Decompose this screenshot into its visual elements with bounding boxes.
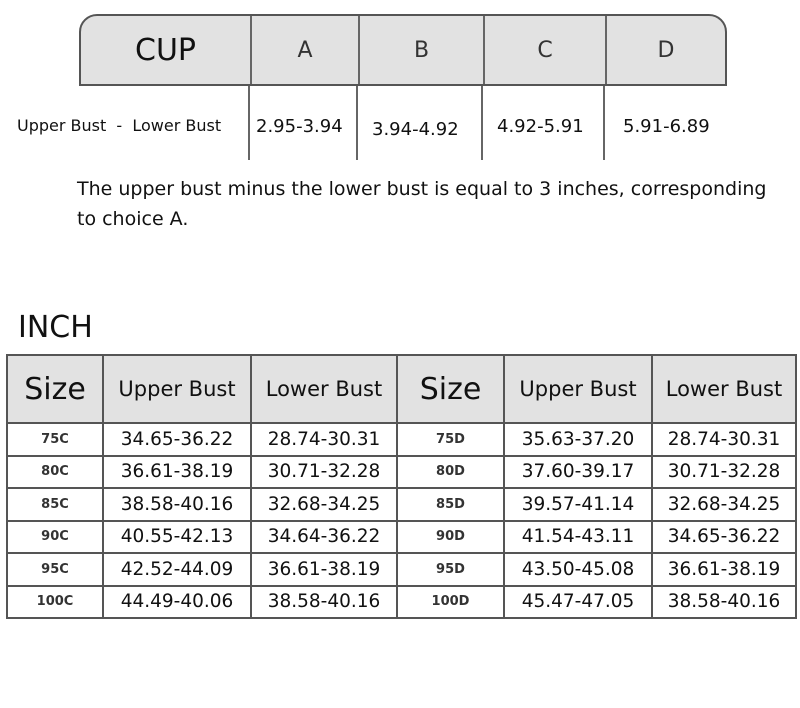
header-upper-bust: Upper Bust [103, 355, 251, 423]
size-cell: 80C [7, 456, 103, 489]
lower-bust-cell: 36.61-38.19 [251, 553, 397, 586]
upper-bust-cell: 38.58-40.16 [103, 488, 251, 521]
upper-bust-cell: 37.60-39.17 [504, 456, 652, 489]
size-cell: 75D [397, 423, 504, 456]
size-cell: 85C [7, 488, 103, 521]
header-lower-bust: Lower Bust [251, 355, 397, 423]
cup-divider [603, 86, 605, 160]
cup-value-d: 5.91-6.89 [623, 116, 710, 137]
cup-value-b: 3.94-4.92 [372, 119, 459, 140]
lower-bust-cell: 32.68-34.25 [652, 488, 796, 521]
table-row [7, 553, 796, 586]
size-cell: 90D [397, 521, 504, 554]
lower-bust-cell: 34.64-36.22 [251, 521, 397, 554]
size-cell: 95C [7, 553, 103, 586]
upper-bust-cell: 42.52-44.09 [103, 553, 251, 586]
upper-bust-cell: 34.65-36.22 [103, 423, 251, 456]
lower-bust-cell: 36.61-38.19 [652, 553, 796, 586]
lower-bust-cell: 28.74-30.31 [251, 423, 397, 456]
upper-bust-cell: 36.61-38.19 [103, 456, 251, 489]
cup-table-header [79, 14, 727, 86]
cup-value-c: 4.92-5.91 [497, 116, 584, 137]
lower-bust-cell: 34.65-36.22 [652, 521, 796, 554]
size-cell: 95D [397, 553, 504, 586]
upper-bust-cell: 39.57-41.14 [504, 488, 652, 521]
cup-header-a: A [250, 16, 358, 84]
table-row [7, 488, 796, 521]
lower-bust-cell: 30.71-32.28 [251, 456, 397, 489]
cup-header-b: B [358, 16, 483, 84]
table-row [7, 521, 796, 554]
upper-bust-cell: 41.54-43.11 [504, 521, 652, 554]
header-size: Size [7, 355, 103, 423]
lower-bust-cell: 38.58-40.16 [652, 586, 796, 619]
size-cell: 100C [7, 586, 103, 619]
size-table [6, 354, 797, 619]
size-cell: 85D [397, 488, 504, 521]
size-cell: 100D [397, 586, 504, 619]
upper-bust-cell: 43.50-45.08 [504, 553, 652, 586]
size-cell: 90C [7, 521, 103, 554]
cup-row-label: Upper Bust - Lower Bust [17, 116, 222, 135]
header-lower-bust: Lower Bust [652, 355, 796, 423]
size-table-header-row [7, 355, 796, 423]
header-size: Size [397, 355, 504, 423]
upper-bust-cell: 45.47-47.05 [504, 586, 652, 619]
note-text: The upper bust minus the lower bust is equal to 3 inches, corresponding to choice A. [77, 178, 767, 230]
size-cell: 75C [7, 423, 103, 456]
header-upper-bust: Upper Bust [504, 355, 652, 423]
lower-bust-cell: 28.74-30.31 [652, 423, 796, 456]
cup-divider [481, 86, 483, 160]
table-row [7, 456, 796, 489]
cup-value-a: 2.95-3.94 [256, 116, 343, 137]
unit-title: INCH [18, 310, 93, 345]
upper-bust-cell: 35.63-37.20 [504, 423, 652, 456]
upper-bust-cell: 44.49-40.06 [103, 586, 251, 619]
table-row [7, 423, 796, 456]
cup-divider [248, 86, 250, 160]
cup-header-label: CUP [135, 32, 196, 68]
lower-bust-cell: 38.58-40.16 [251, 586, 397, 619]
upper-bust-cell: 40.55-42.13 [103, 521, 251, 554]
cup-header-c: C [483, 16, 605, 84]
cup-header-d: D [605, 16, 725, 84]
lower-bust-cell: 30.71-32.28 [652, 456, 796, 489]
table-row [7, 586, 796, 619]
size-cell: 80D [397, 456, 504, 489]
lower-bust-cell: 32.68-34.25 [251, 488, 397, 521]
cup-divider [356, 86, 358, 160]
